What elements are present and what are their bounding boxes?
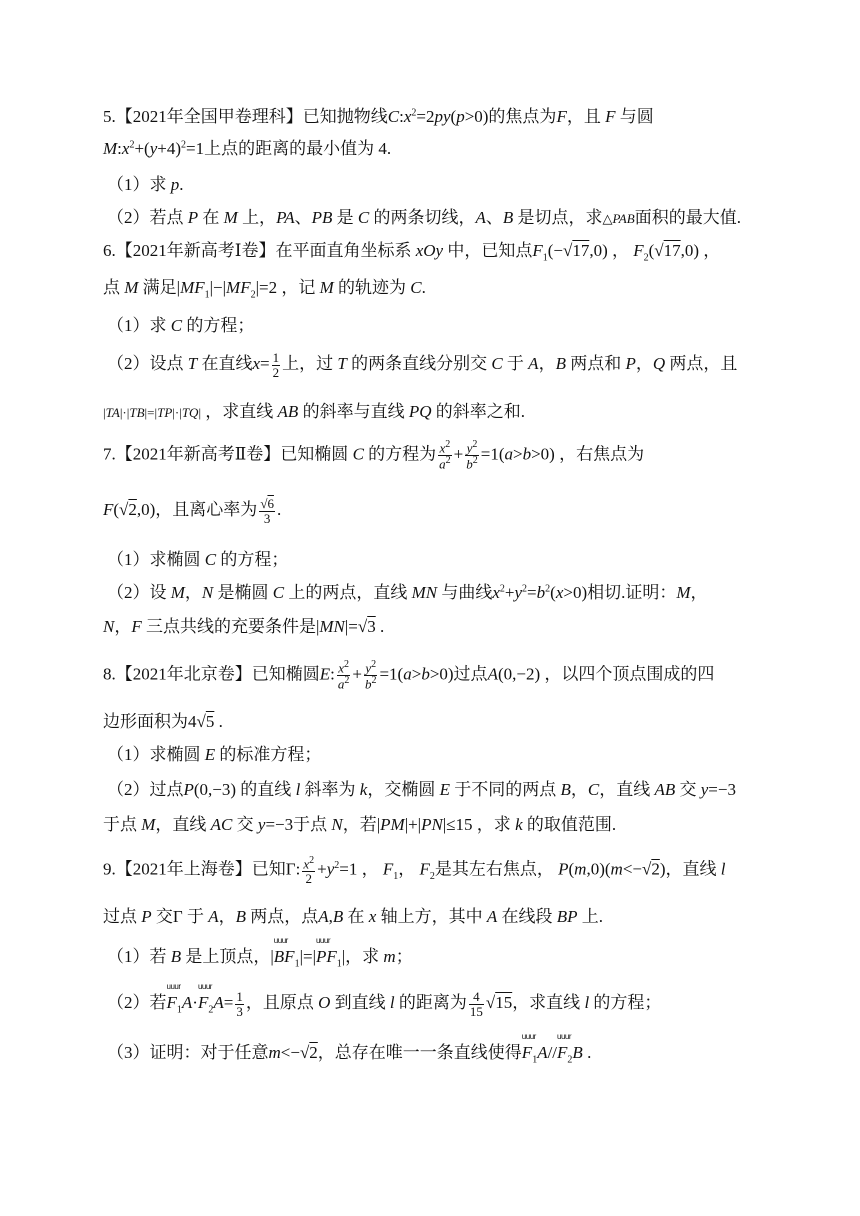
problem-7-part-2: （2）设 M，N 是椭圆 C 上的两点，直线 MN 与曲线$x^2+y^2=b^2(x>0)$相切.证明：M， (107, 583, 708, 602)
problem-7-line-1: 7.【2021年新高考Ⅱ卷】已知椭圆 C 的方程为 $\frac{x^2}{a^2}$ + $\frac{y^2}{b^2}$ =1(a>b>0) ，右焦点为 (103, 439, 645, 472)
problem-9-part-3: （3）证明：对于任意m<−√2，总存在唯一一条直线使得uuur $F_1A/$/uuur $F_2B$ . (107, 1040, 800, 1067)
problem-9-line-1: 9.【2021年上海卷】已知Γ: $\frac{x^2}{2}$ $+y^2=1$ ， $F_1$， $F_2$是其左右焦点， P(m,0)(m<−√2)，直线 l (103, 855, 726, 886)
problem-6-line-2: 点 M 满足$|MF_1|-|MF_2|=2$ ，记 M 的轨迹为 C. (103, 278, 426, 301)
problem-7-source: 【2021年新高考Ⅱ卷】 (115, 444, 281, 464)
problem-5-part-2: （2）若点 P 在 M 上，PA、PB 是 C 的两条切线，A、B 是切点，求△PAB面积的最大值. (107, 208, 741, 227)
problem-6-part-1: （1）求 C 的方程； (107, 316, 255, 335)
problem-8-source: 【2021年北京卷】 (115, 664, 252, 684)
problem-8-part-2: （2）过点P(0,−3) 的直线 l 斜率为 k，交椭圆 E 于不同的两点 B，C，直线 AB 交 y=−3 (107, 780, 736, 799)
problem-8-line-2: 边形面积为4√5 . (103, 712, 223, 731)
problem-5-part-1: （1）求 p. (107, 175, 184, 194)
problem-6-line-5: |TA|·|TB|=|TP|·|TQ| ，求直线 AB 的斜率与直线 PQ 的斜率之和. (103, 402, 525, 421)
problem-7-line-5: N，F 三点共线的充要条件是|MN|=√3 . (103, 617, 385, 636)
problem-5-line-2: $M:x^2+(y+4)^2=1$上点的距离的最小值为 4. (103, 139, 392, 158)
problem-5-number: 5. (103, 107, 116, 126)
problem-9-source: 【2021年上海卷】 (115, 859, 252, 879)
problem-7-line-2: F(√2,0)，且离心率为 $\frac{√6}{3}$ . (103, 496, 282, 526)
problem-9-line-2: 过点 P 交Γ 于 A，B 两点，点A,B 在 x 轴上方，其中 A 在线段 BP 上. (103, 907, 603, 926)
problem-8-part-1: （1）求椭圆 E 的标准方程； (107, 745, 322, 764)
problem-9-part-2: （2）若uuur $F_1A\cdot uuur$ $F_2A=$ $\frac{1}{3}$ ，且原点 O 到直线 l 的距离为 $\frac{4}{15}$ √15，求直线 l 的方程； (107, 990, 800, 1018)
problem-5-source: 【2021年全国甲卷理科】 (115, 107, 303, 126)
problem-6-number: 6. (103, 241, 116, 260)
problem-7-part-1: （1）求椭圆 C 的方程； (107, 550, 289, 569)
problem-9-part-1: （1）若 B 是上顶点，|uuur $BF_1|=|uuur$ $PF_1|$，求 m； (107, 944, 800, 971)
problem-6-line-1: 6.【2021年新高考Ⅰ卷】在平面直角坐标系 xOy 中，已知点$F_1(-√17,0)$ ， $F_2(√17,0)$ ， (103, 241, 721, 264)
problem-8-line-1: 8.【2021年北京卷】已知椭圆E: $\frac{x^2}{a^2}$ + $\frac{y^2}{b^2}$ =1(a>b>0)过点A(0,−2) ，以四个顶点围成的四 (103, 659, 715, 692)
problem-8-number: 8. (103, 664, 116, 684)
problem-8-line-5: 于点 M，直线 AC 交 y=−3于点 N，若|PM|+|PN|≤15 ，求 k 的取值范围. (103, 815, 617, 834)
problem-6-part-2: （2）设点 T 在直线x= $\frac{1}{2}$ 上，过 T 的两条直线分别交 C 于 A，B 两点和 P，Q 两点，且 (107, 350, 738, 380)
problem-5-line-1: 5.【2021年全国甲卷理科】已知抛物线$C:x^2=2py(p>0)$的焦点为F，且 F 与圆 (103, 107, 654, 126)
problem-9-number: 9. (103, 859, 116, 879)
problem-7-number: 7. (103, 444, 116, 464)
problem-6-source: 【2021年新高考Ⅰ卷】 (115, 241, 276, 260)
